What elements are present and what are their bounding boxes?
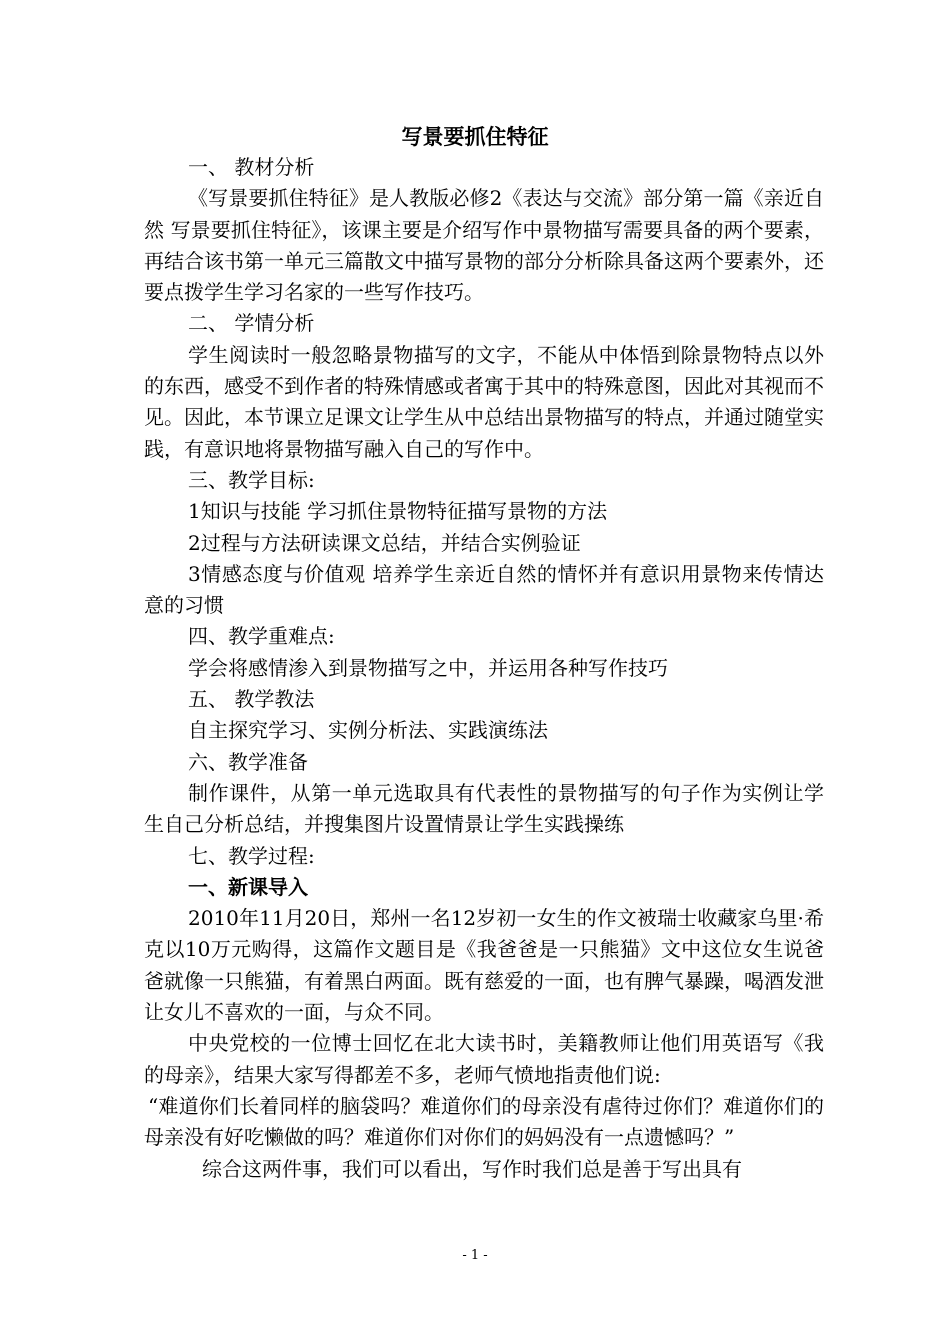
paragraph-preparation: 制作课件，从第一单元选取具有代表性的景物描写的句子作为实例让学生自己分析总结，并搜集图片设置情景让学生实践操练: [144, 780, 824, 837]
paragraph-doctor-story: 中央党校的一位博士回忆在北大读书时，美籍教师让他们用英语写《我的母亲》，结果大家写得都差不多，老师气愤地指责他们说:: [144, 1031, 824, 1087]
section-heading-preparation: 六、教学准备: [188, 749, 308, 774]
subsection-heading-introduction: 一、新课导入: [188, 874, 308, 899]
goal-item-1: 1知识与技能 学习抓住景物特征描写景物的方法: [188, 499, 608, 524]
goal-item-3: 3情感态度与价值观 培养学生亲近自然的情怀并有意识用景物来传情达意的习惯: [144, 561, 824, 618]
paragraph-teaching-methods: 自主探究学习、实例分析法、实践演练法: [188, 718, 548, 743]
paragraph-conclusion: 综合这两件事，我们可以看出，写作时我们总是善于写出具有: [202, 1156, 742, 1181]
section-heading-key-difficulties: 四、教学重难点:: [188, 624, 335, 649]
document-body: [144, 152, 824, 1185]
section-heading-teaching-methods: 五、 教学教法: [188, 687, 315, 712]
section-heading-student-analysis: 二、 学情分析: [188, 311, 315, 336]
paragraph-teacher-quote: “难道你们长着同样的脑袋吗？难道你们的母亲没有虐待过你们？难道你们的母亲没有好吃懒做的吗？难道你们对你们的妈妈没有一点遗憾吗？”: [144, 1093, 824, 1150]
goal-item-2: 2过程与方法研读课文总结，并结合实例验证: [188, 530, 581, 555]
paragraph-student-analysis: 学生阅读时一般忽略景物描写的文字，不能从中体悟到除景物特点以外的东西，感受不到作者的特殊情感或者寓于其中的特殊意图，因此对其视而不见。因此，本节课立足课文让学生从中总结出景物描写的特点，并通过随堂实践，有意识地将景物描写融入自己的写作中。: [144, 342, 824, 461]
paragraph-textbook-analysis: 《写景要抓住特征》是人教版必修2《表达与交流》部分第一篇《亲近自然 写景要抓住特征》，该课主要是介绍写作中景物描写需要具备的两个要素，再结合该书第一单元三篇散文中描写景物的部分分析除具备这两个要素外，还要点拨学生学习名家的一些写作技巧。: [144, 186, 824, 305]
section-heading-teaching-process: 七、教学过程:: [188, 843, 315, 868]
page-number: - 1 -: [462, 1248, 488, 1263]
section-heading-teaching-goals: 三、教学目标:: [188, 467, 315, 492]
paragraph-essay-story: 2010年11月20日，郑州一名12岁初一女生的作文被瑞士收藏家乌里·希克以10万元购得，这篇作文题目是《我爸爸是一只熊猫》文中这位女生说爸爸就像一只熊猫，有着黑白两面。既有慈爱的一面，也有脾气暴躁，喝酒发泄让女儿不喜欢的一面，与众不同。: [144, 906, 824, 1025]
document-title: 写景要抓住特征: [401, 125, 549, 149]
paragraph-key-difficulties: 学会将感情渗入到景物描写之中，并运用各种写作技巧: [188, 655, 668, 680]
section-heading-textbook-analysis: 一、 教材分析: [188, 155, 315, 179]
